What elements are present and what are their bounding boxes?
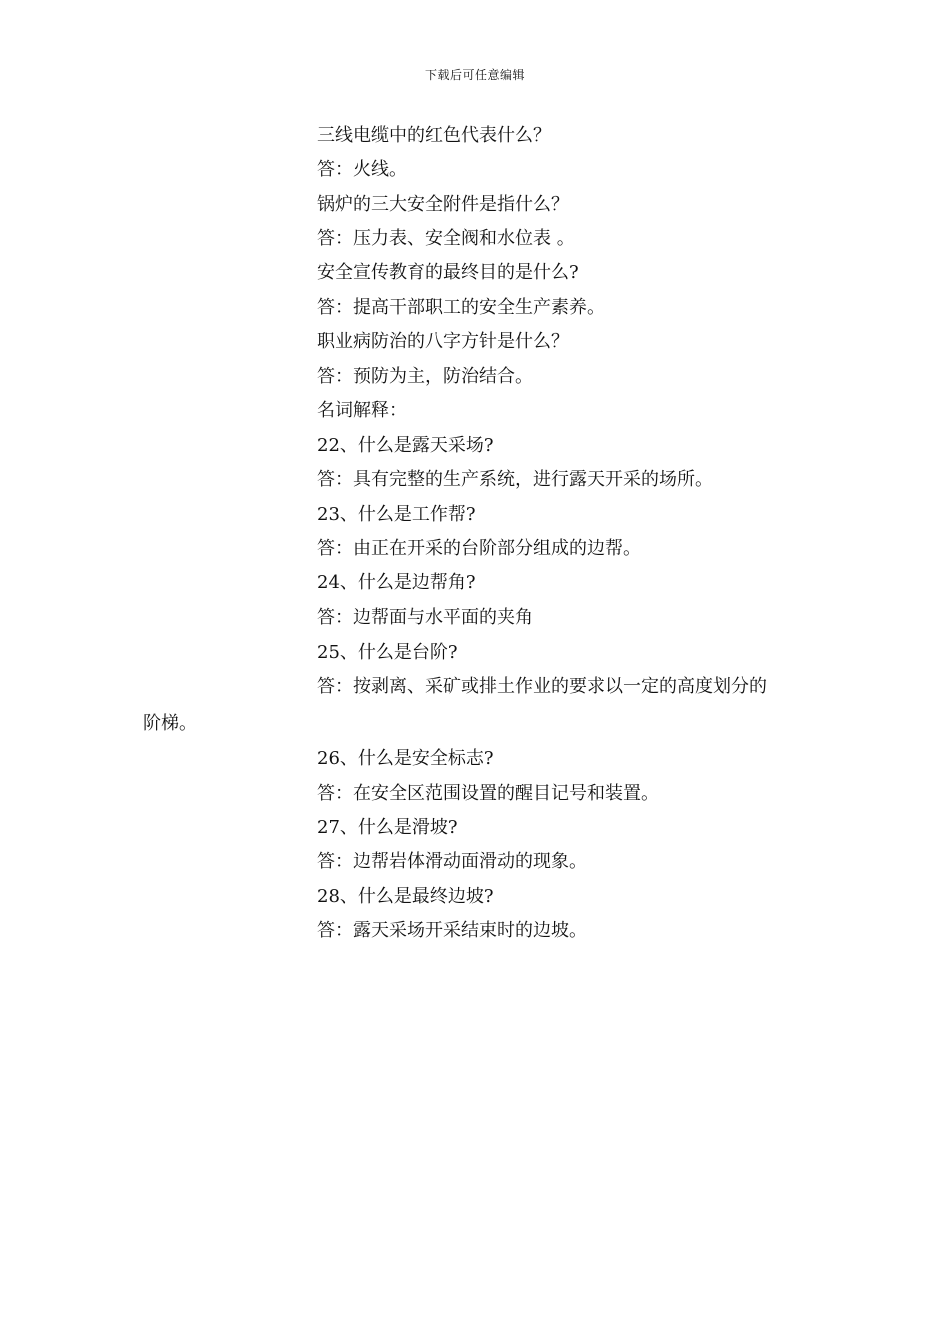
question-line: 25、什么是台阶? [317, 642, 458, 663]
question-line: 27、什么是滑坡? [317, 817, 458, 838]
answer-line: 答：由正在开采的台阶部分组成的边帮。 [317, 538, 641, 559]
question-line: 22、什么是露天采场? [317, 435, 494, 456]
answer-line: 答：具有完整的生产系统，进行露天开采的场所。 [317, 469, 713, 490]
question-line: 安全宣传教育的最终目的是什么? [317, 262, 579, 283]
answer-line: 答：按剥离、采矿或排土作业的要求以一定的高度划分的 [317, 676, 767, 697]
question-line: 锅炉的三大安全附件是指什么？ [317, 194, 569, 215]
answer-line: 答：提高干部职工的安全生产素养。 [317, 297, 605, 318]
question-line: 三线电缆中的红色代表什么？ [317, 125, 551, 146]
question-line: 24、什么是边帮角? [317, 572, 476, 593]
answer-line: 答：预防为主，防治结合。 [317, 366, 533, 387]
question-line: 职业病防治的八字方针是什么？ [317, 331, 569, 352]
page-header: 下载后可任意编辑 [424, 68, 525, 82]
answer-line: 答：边帮岩体滑动面滑动的现象。 [317, 851, 587, 872]
question-line: 28、什么是最终边坡? [317, 886, 494, 907]
answer-line: 答：在安全区范围设置的醒目记号和装置。 [317, 783, 659, 804]
answer-line: 答：露天采场开采结束时的边坡。 [317, 920, 587, 941]
answer-line: 答：火线。 [317, 159, 407, 180]
question-line: 26、什么是安全标志? [317, 748, 494, 769]
question-line: 23、什么是工作帮? [317, 504, 476, 525]
section-heading: 名词解释： [317, 400, 407, 421]
answer-continuation-line: 阶梯。 [143, 713, 197, 734]
answer-line: 答：压力表、安全阀和水位表 。 [317, 228, 575, 249]
answer-line: 答：边帮面与水平面的夹角 [317, 607, 533, 628]
